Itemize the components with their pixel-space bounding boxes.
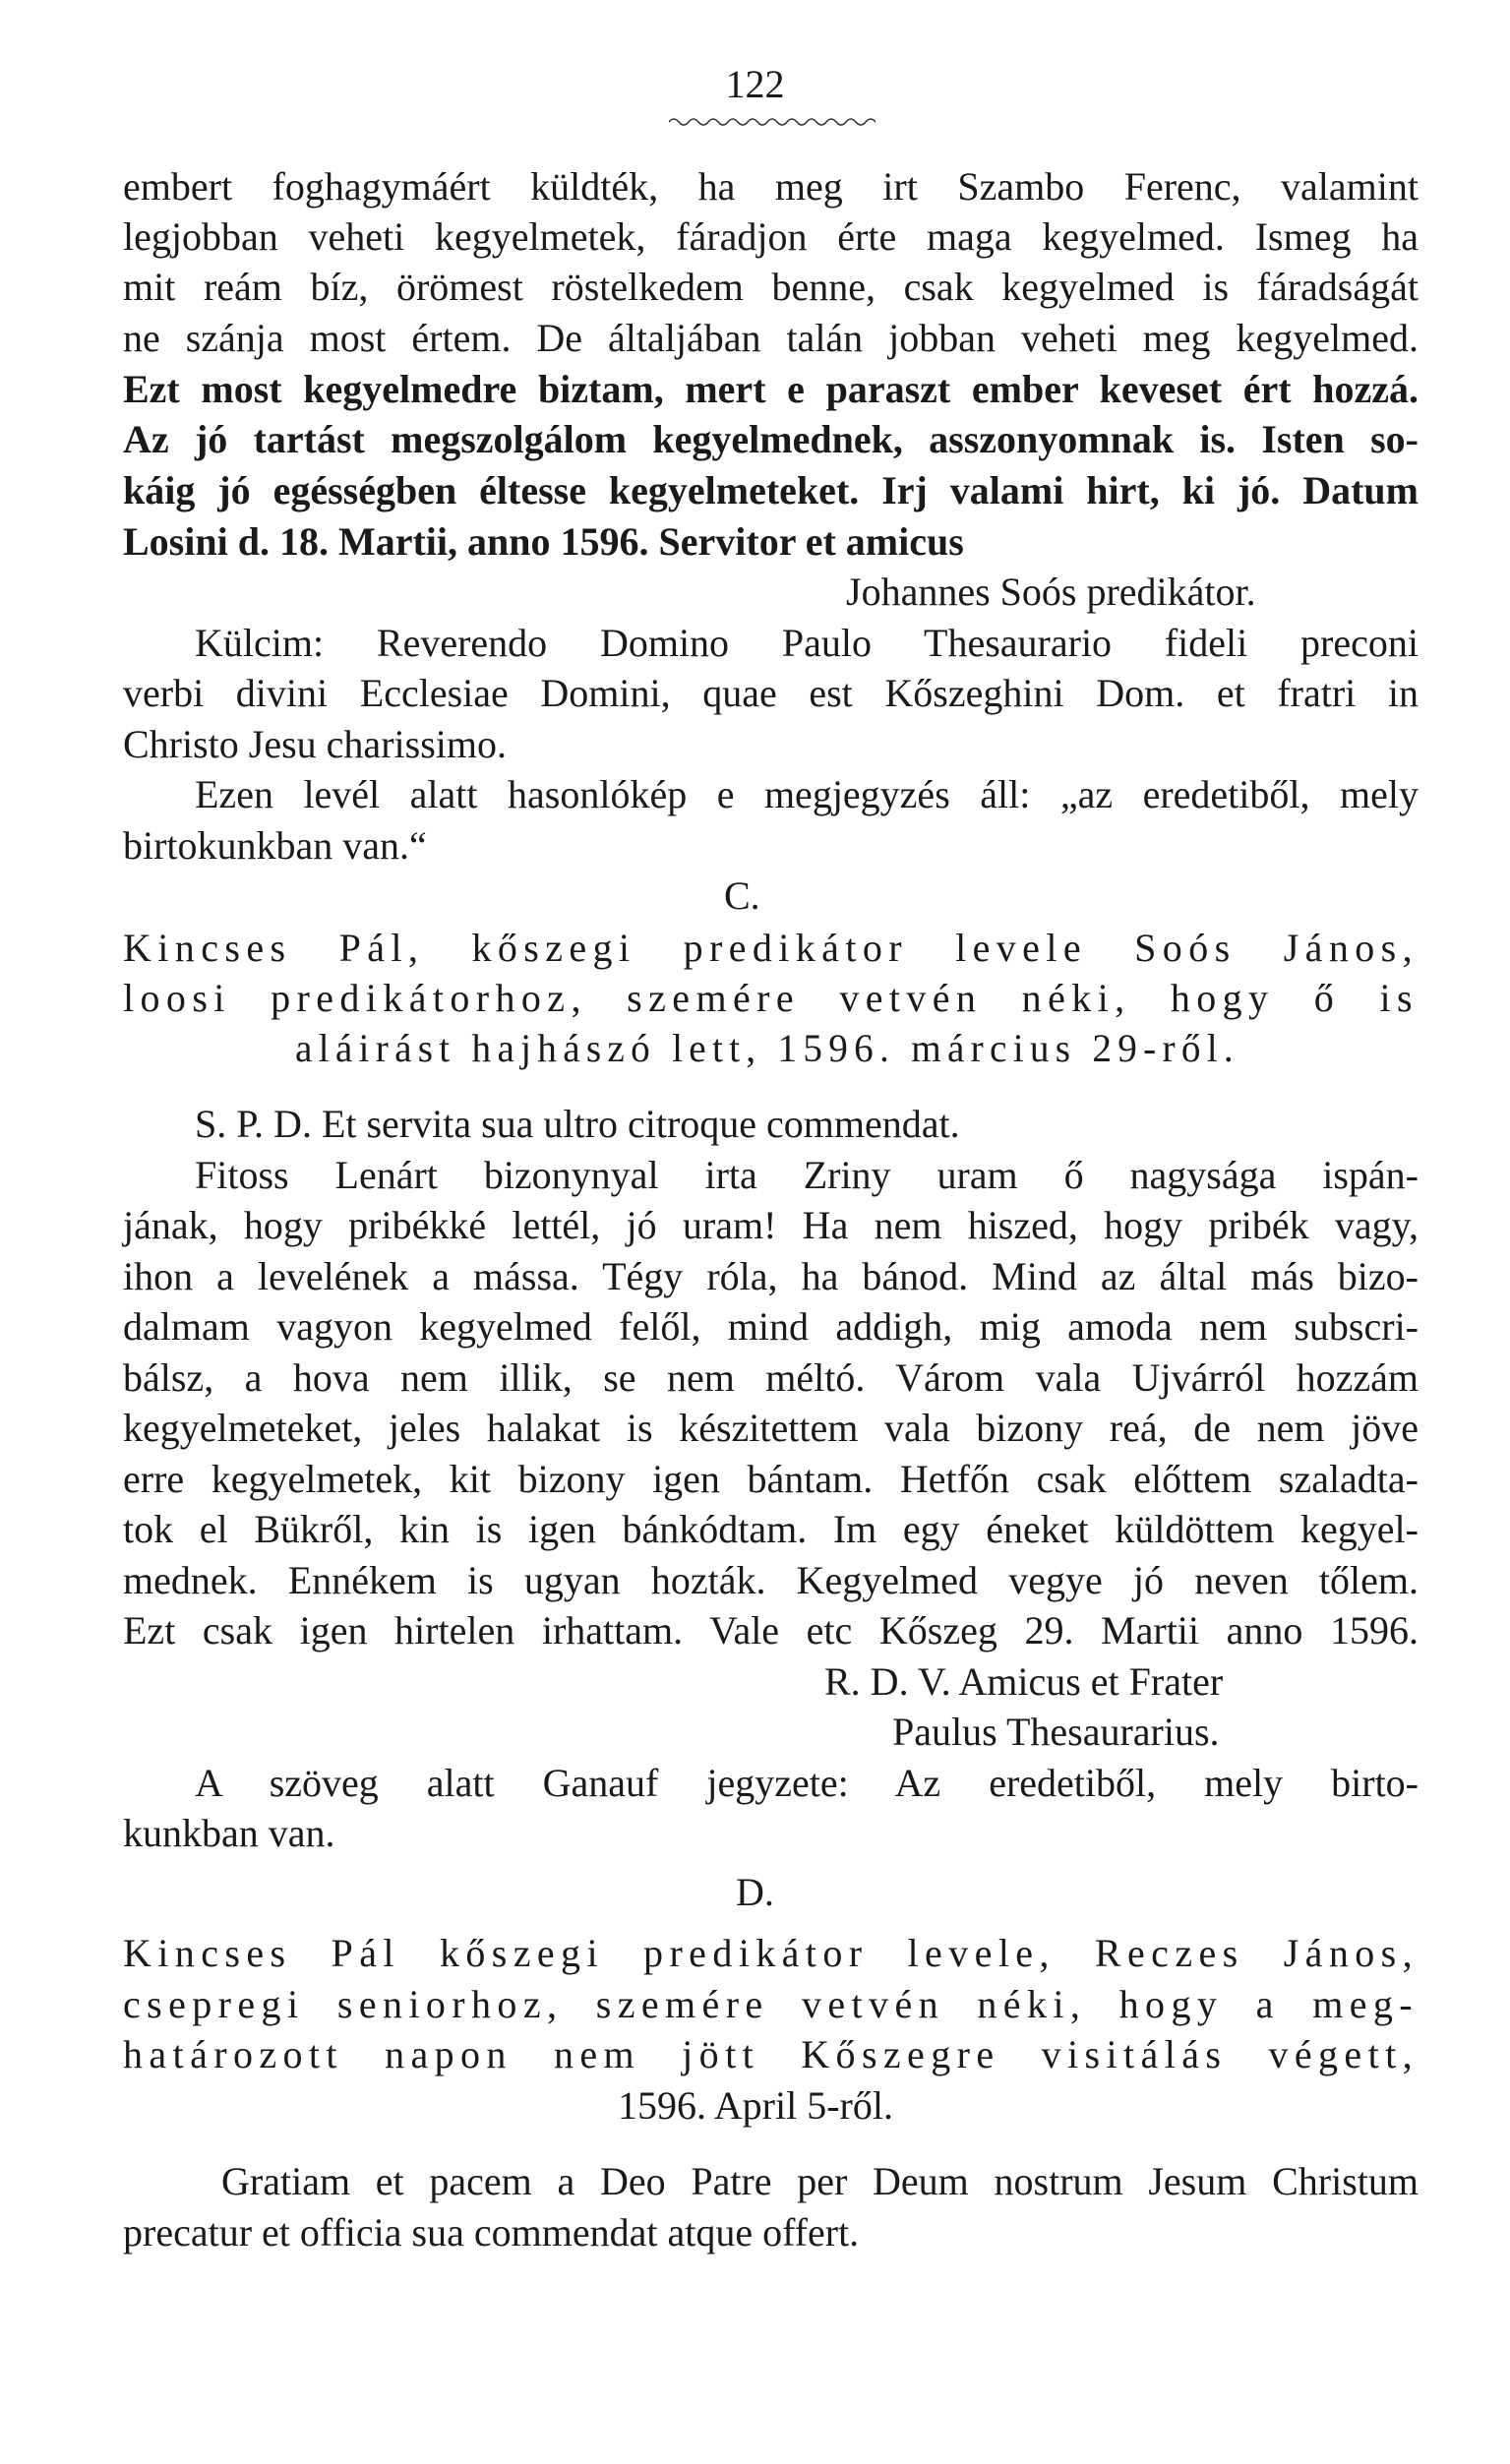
signature-line: R. D. V. Amicus et Frater: [824, 1659, 1224, 1704]
page-number: 122: [725, 62, 785, 106]
body-line: tok el Bükről, kin is igen bánkódtam. Im egy éneket küldöttem kegyel-: [123, 1507, 1419, 1551]
section-heading-d: D.: [736, 1870, 774, 1914]
body-line: bálsz, a hova nem illik, se nem méltó. Várom vala Ujvárról hozzám: [123, 1355, 1419, 1400]
letter-title-line: Kincses Pál, kőszegi predikátor levele Soós János,: [123, 926, 1419, 970]
letter-title-line: aláirást hajhászó lett, 1596. március 29-ről.: [295, 1026, 1239, 1070]
body-line: Gratiam et pacem a Deo Patre per Deum nostrum Jesum Christum: [221, 2159, 1419, 2203]
body-line: precatur et officia sua commendat atque offert.: [123, 2210, 860, 2254]
letter-title-line: loosi predikátorhoz, szemére vetvén néki, hogy ő is: [123, 976, 1419, 1020]
body-line: dalmam vagyon kegyelmed felől, mind addigh, mig amoda nem subscri-: [123, 1304, 1419, 1349]
address-line: verbi divini Ecclesiae Domini, quae est Kőszeghini Dom. et fratri in: [123, 671, 1419, 715]
body-line: Ezt csak igen hirtelen irhattam. Vale etc Kőszeg 29. Martii anno 1596.: [123, 1608, 1419, 1653]
note-line: kunkban van.: [123, 1811, 335, 1855]
body-line: mednek. Ennékem is ugyan hozták. Kegyelmed vegye jó neven tőlem.: [123, 1558, 1419, 1602]
body-line: erre kegyelmetek, kit bizony igen bántam. Hetfőn csak előttem szaladta-: [123, 1457, 1419, 1501]
signature-line: Johannes Soós predikátor.: [846, 570, 1256, 614]
letter-title-line: 1596. April 5-ről.: [618, 2083, 893, 2128]
address-line: Christo Jesu charissimo.: [123, 722, 507, 766]
body-line: kegyelmeteket, jeles halakat is készitettem vala bizony reá, de nem jöve: [123, 1406, 1419, 1450]
body-line: Losini d. 18. Martii, anno 1596. Servitor et amicus: [123, 519, 964, 564]
body-line: legjobban veheti kegyelmetek, fáradjon érte maga kegyelmed. Ismeg ha: [123, 214, 1419, 259]
letter-title-line: Kincses Pál kőszegi predikátor levele, Reczes János,: [123, 1931, 1419, 1975]
body-line: káig jó egésségben éltesse kegyelmeteket. Irj valami hirt, ki jó. Datum: [123, 468, 1419, 512]
section-heading-c: C.: [724, 873, 760, 918]
body-line: Az jó tartást megszolgálom kegyelmednek, asszonyomnak is. Isten so-: [123, 417, 1419, 461]
body-line: ne szánja most értem. De általjában talán jobban veheti meg kegyelmed.: [123, 316, 1419, 360]
wavy-rule-ornament: [669, 116, 876, 126]
body-line: mit reám bíz, örömest röstelkedem benne, csak kegyelmed is fáradságát: [123, 265, 1419, 309]
signature-line: Paulus Thesaurarius.: [892, 1710, 1220, 1754]
body-line: embert foghagymáért küldték, ha meg irt Szambo Ferenc, valamint: [123, 164, 1419, 209]
body-line: Fitoss Lenárt bizonynyal irta Zriny uram ő nagysága ispán-: [195, 1153, 1419, 1197]
note-line: Ezen levél alatt hasonlókép e megjegyzés áll: „az eredetiből, mely: [195, 772, 1419, 816]
body-line: ihon a levelének a mássa. Tégy róla, ha bánod. Mind az által más bizo-: [123, 1254, 1419, 1298]
address-line: Külcim: Reverendo Domino Paulo Thesaurario fideli preconi: [195, 621, 1419, 665]
body-line: jának, hogy pribékké lettél, jó uram! Ha nem hiszed, hogy pribék vagy,: [123, 1203, 1419, 1247]
note-line: A szöveg alatt Ganauf jegyzete: Az eredetiből, mely birto-: [195, 1761, 1419, 1805]
letter-title-line: határozott napon nem jött Kőszegre visitálás végett,: [123, 2032, 1419, 2076]
note-line: birtokunkban van.“: [123, 823, 427, 868]
letter-title-line: csepregi seniorhoz, szemére vetvén néki, hogy a meg-: [123, 1982, 1419, 2026]
salutation-line: S. P. D. Et servita sua ultro citroque commendat.: [195, 1102, 960, 1146]
body-line: Ezt most kegyelmedre biztam, mert e paraszt ember keveset ért hozzá.: [123, 367, 1419, 411]
